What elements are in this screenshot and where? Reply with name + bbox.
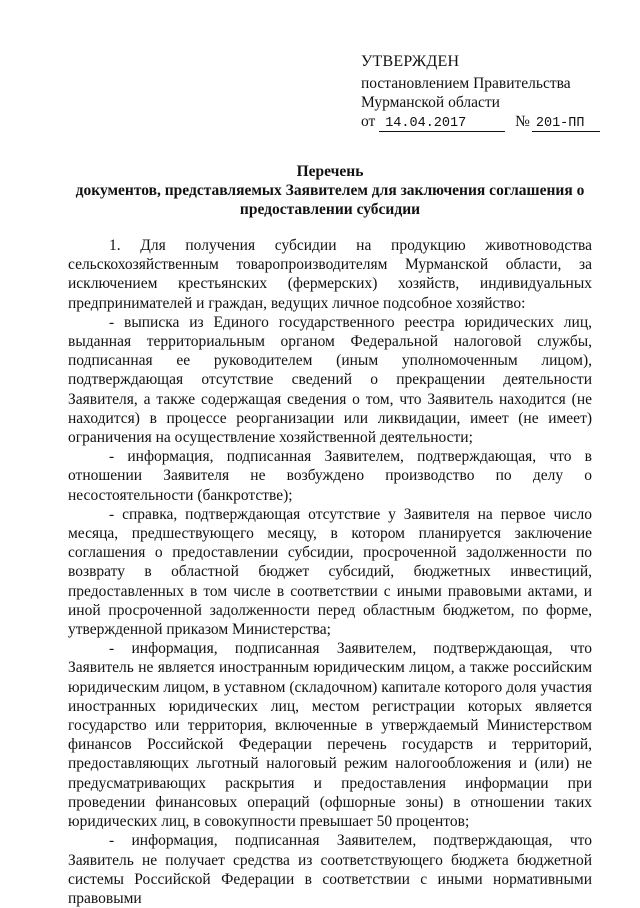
- title-line-1: Перечень: [296, 163, 364, 180]
- approval-date-number: [361, 112, 601, 132]
- title-line-3: предоставлении субсидии: [239, 201, 421, 218]
- approval-number: 201-ПП: [532, 116, 600, 132]
- paragraph-foreign-entity-info: - информация, подписанная Заявителем, подтверждающая, что Заявитель не является иностранным юридическим лицом, а также российским юридическим лицом, в уставном (складочном) капитале которого доля участия иностранных юридических лиц, местом регистрации которых является государство или территория, включенные в утверждаемый Министерством финансов Российской Федерации перечень государств и территорий, предоставляющих льготный налоговый режим налогообложения и (или) не предусматривающих раскрытия и предоставления информации при проведении финансовых операций (офшорные зоны) в отношении таких юридических лиц, в совокупности превышает 50 процентов;: [68, 640, 592, 831]
- approval-stamp: [361, 52, 601, 132]
- paragraph-debt-certificate: - справка, подтверждающая отсутствие у Заявителя на первое число месяца, предшествующего месяцу, в котором планируется заключение соглашения о предоставлении субсидии, просроченной задолженности по возврату в областной бюджет субсидий, бюджетных инвестиций, предоставленных в том числе в соответствии с иными правовыми актами, и иной просроченной задолженности перед областным бюджетом, по форме, утвержденной приказом Министерства;: [68, 505, 592, 639]
- date-label: от: [361, 113, 376, 130]
- approved-heading: УТВЕРЖДЕН: [361, 53, 460, 70]
- approval-line-region: Мурманской области: [361, 94, 500, 111]
- approval-date: 14.04.2017: [379, 116, 505, 132]
- document-body: [68, 236, 592, 908]
- paragraph-bankruptcy-info: - информация, подписанная Заявителем, подтверждающая, что в отношении Заявителя не возбуждено производство по делу о несостоятельности (банкротстве);: [68, 448, 592, 504]
- paragraph-budget-funds-info: - информация, подписанная Заявителем, подтверждающая, что Заявитель не получает средства из соответствующего бюджета бюджетной системы Российской Федерации в соответствии с иными нормативными правовыми: [68, 832, 592, 907]
- paragraph-1-intro: 1. Для получения субсидии на продукцию животноводства сельскохозяйственным товаропроизводителям Мурманской области, за исключением крестьянских (фермерских) хозяйств, индивидуальных предпринимателей и граждан, ведущих личное подсобное хозяйство:: [68, 237, 592, 312]
- number-label: №: [515, 113, 530, 130]
- document-title: [60, 162, 600, 219]
- title-line-2: документов, представляемых Заявителем для заключения соглашения о: [75, 182, 585, 199]
- paragraph-egrul-extract: - выписка из Единого государственного реестра юридических лиц, выданная территориальным органом Федеральной налоговой службы, подписанная ее руководителем (иным уполномоченным лицом), подтверждающая отсутствие сведений о прекращении деятельности Заявителя, а также содержащая сведения о том, что Заявитель находится (не находится) в процессе реорганизации или ликвидации, имеет (не имеет) ограничения на осуществление хозяйственной деятельности;: [68, 313, 592, 447]
- approval-line-government: постановлением Правительства: [361, 75, 571, 92]
